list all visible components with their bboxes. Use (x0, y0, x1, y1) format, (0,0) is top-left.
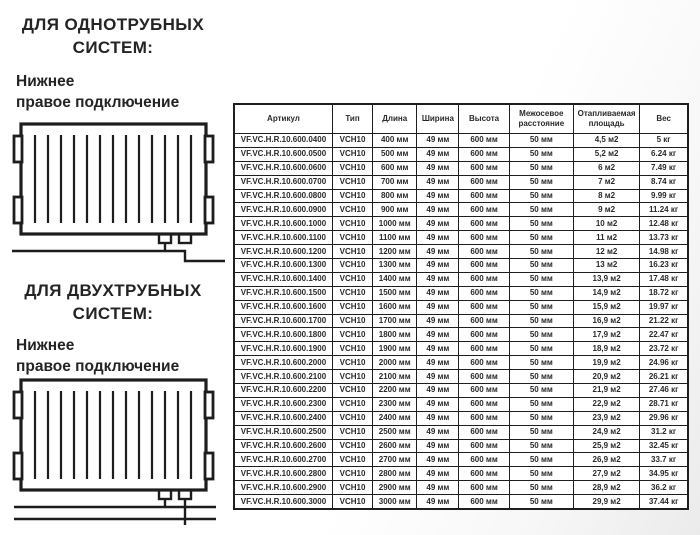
cell: 21.22 кг (640, 314, 688, 328)
cell: 50 мм (509, 342, 573, 356)
cell: 600 мм (459, 300, 509, 314)
cell: 600 мм (459, 272, 509, 286)
table-row (234, 203, 688, 217)
cell: 49 мм (417, 495, 459, 509)
cell: 600 мм (459, 439, 509, 453)
cell: 2800 мм (373, 467, 417, 481)
cell: 49 мм (417, 411, 459, 425)
column-header-1: Артикул (234, 104, 332, 134)
cell: 50 мм (509, 314, 573, 328)
cell: 26,9 м2 (573, 453, 639, 467)
cell: VF.VC.H.R.10.600.2900 (234, 481, 332, 495)
cell: 49 мм (417, 397, 459, 411)
cell: 49 мм (417, 328, 459, 342)
cell: 49 мм (417, 356, 459, 370)
cell: 50 мм (509, 161, 573, 175)
cell: 50 мм (509, 286, 573, 300)
cell: VCH10 (332, 147, 372, 161)
cell: VCH10 (332, 217, 372, 231)
cell: 19,9 м2 (573, 356, 639, 370)
cell: 36.2 кг (640, 481, 688, 495)
cell: VCH10 (332, 481, 372, 495)
cell: 50 мм (509, 272, 573, 286)
cell: VCH10 (332, 495, 372, 509)
cell: VF.VC.H.R.10.600.2700 (234, 453, 332, 467)
cell: 600 мм (459, 467, 509, 481)
cell: VCH10 (332, 189, 372, 203)
cell: 49 мм (417, 272, 459, 286)
cell: 2300 мм (373, 397, 417, 411)
cell: 49 мм (417, 439, 459, 453)
cell: 49 мм (417, 467, 459, 481)
cell: 7.49 кг (640, 161, 688, 175)
cell: VF.VC.H.R.10.600.0800 (234, 189, 332, 203)
cell: 16.23 кг (640, 259, 688, 273)
cell: 2900 мм (373, 481, 417, 495)
cell: 13 м2 (573, 259, 639, 273)
cell: 14,9 м2 (573, 286, 639, 300)
cell: 50 мм (509, 175, 573, 189)
cell: VCH10 (332, 411, 372, 425)
cell: 49 мм (417, 175, 459, 189)
table-row (234, 245, 688, 259)
cell: 600 мм (373, 161, 417, 175)
cell: 11 м2 (573, 231, 639, 245)
cell: 17.48 кг (640, 272, 688, 286)
cell: 37.44 кг (640, 495, 688, 509)
cell: 8 м2 (573, 189, 639, 203)
cell: 7 м2 (573, 175, 639, 189)
cell: 49 мм (417, 425, 459, 439)
cell: 2700 мм (373, 453, 417, 467)
cell: 50 мм (509, 439, 573, 453)
cell: 25,9 м2 (573, 439, 639, 453)
cell: 11.24 кг (640, 203, 688, 217)
cell: 13,9 м2 (573, 272, 639, 286)
cell: 50 мм (509, 397, 573, 411)
cell: VF.VC.H.R.10.600.1500 (234, 286, 332, 300)
cell: 24,9 м2 (573, 425, 639, 439)
cell: 600 мм (459, 411, 509, 425)
cell: VCH10 (332, 425, 372, 439)
cell: 49 мм (417, 314, 459, 328)
table-row (234, 495, 688, 509)
cell: 28.71 кг (640, 397, 688, 411)
cell: 50 мм (509, 259, 573, 273)
cell: 50 мм (509, 189, 573, 203)
cell: 50 мм (509, 300, 573, 314)
table-row (234, 231, 688, 245)
cell: 9 м2 (573, 203, 639, 217)
cell: 49 мм (417, 370, 459, 384)
cell: 49 мм (417, 453, 459, 467)
cell: 34.95 кг (640, 467, 688, 481)
cell: 1200 мм (373, 245, 417, 259)
cell: VF.VC.H.R.10.600.1200 (234, 245, 332, 259)
table-row (234, 286, 688, 300)
cell: VF.VC.H.R.10.600.1900 (234, 342, 332, 356)
cell: 1400 мм (373, 272, 417, 286)
cell: 26.21 кг (640, 370, 688, 384)
cell: 400 мм (373, 134, 417, 148)
cell: 600 мм (459, 328, 509, 342)
single-pipe-connection-label (16, 72, 231, 114)
cell: 900 мм (373, 203, 417, 217)
cell: 50 мм (509, 370, 573, 384)
cell: 600 мм (459, 217, 509, 231)
table-row (234, 481, 688, 495)
column-header-3: Длина (373, 104, 417, 134)
column-header-4: Ширина (417, 104, 459, 134)
cell: VF.VC.H.R.10.600.2200 (234, 384, 332, 398)
cell: 16,9 м2 (573, 314, 639, 328)
cell: 22.47 кг (640, 328, 688, 342)
table-row (234, 300, 688, 314)
cell: VF.VC.H.R.10.600.1300 (234, 259, 332, 273)
cell: 2000 мм (373, 356, 417, 370)
table-row (234, 411, 688, 425)
table-row (234, 189, 688, 203)
spec-table-area (233, 103, 690, 510)
radiator-diagram-two-pipe (10, 376, 228, 528)
connection-line-2: правое подключение (16, 357, 180, 375)
cell: VCH10 (332, 272, 372, 286)
table-header (234, 104, 688, 134)
cell: 50 мм (509, 231, 573, 245)
cell: 4,5 м2 (573, 134, 639, 148)
cell: 600 мм (459, 245, 509, 259)
cell: VF.VC.H.R.10.600.2600 (234, 439, 332, 453)
cell: VCH10 (332, 314, 372, 328)
cell: 50 мм (509, 217, 573, 231)
cell: VCH10 (332, 175, 372, 189)
cell: VF.VC.H.R.10.600.1000 (234, 217, 332, 231)
cell: VF.VC.H.R.10.600.2100 (234, 370, 332, 384)
cell: 600 мм (459, 425, 509, 439)
table-row (234, 217, 688, 231)
connection-line-1: Нижнее (16, 73, 75, 90)
cell: VF.VC.H.R.10.600.3000 (234, 495, 332, 509)
cell: 24.96 кг (640, 356, 688, 370)
header-row (234, 104, 688, 134)
table-row (234, 272, 688, 286)
table-body (234, 134, 688, 510)
cell: 29.96 кг (640, 411, 688, 425)
cell: 600 мм (459, 481, 509, 495)
single-pipe-heading (8, 14, 218, 60)
spec-table (233, 103, 689, 510)
cell: 49 мм (417, 147, 459, 161)
table-row (234, 439, 688, 453)
cell: 50 мм (509, 245, 573, 259)
cell: 2400 мм (373, 411, 417, 425)
cell: 50 мм (509, 384, 573, 398)
cell: VF.VC.H.R.10.600.2000 (234, 356, 332, 370)
cell: 50 мм (509, 425, 573, 439)
cell: 12.48 кг (640, 217, 688, 231)
table-row (234, 328, 688, 342)
cell: VCH10 (332, 259, 372, 273)
cell: 600 мм (459, 189, 509, 203)
cell: 49 мм (417, 300, 459, 314)
cell: 600 мм (459, 161, 509, 175)
cell: 600 мм (459, 286, 509, 300)
table-row (234, 453, 688, 467)
cell: VCH10 (332, 397, 372, 411)
cell: VF.VC.H.R.10.600.1100 (234, 231, 332, 245)
cell: VF.VC.H.R.10.600.0400 (234, 134, 332, 148)
cell: 32.45 кг (640, 439, 688, 453)
heading-line-2: СИСТЕМ: (72, 37, 154, 57)
cell: 2600 мм (373, 439, 417, 453)
table-row (234, 147, 688, 161)
cell: 600 мм (459, 147, 509, 161)
cell: 1100 мм (373, 231, 417, 245)
cell: 6.24 кг (640, 147, 688, 161)
cell: 3000 мм (373, 495, 417, 509)
cell: VCH10 (332, 370, 372, 384)
cell: 600 мм (459, 134, 509, 148)
cell: 1700 мм (373, 314, 417, 328)
cell: VF.VC.H.R.10.600.0600 (234, 161, 332, 175)
cell: 10 м2 (573, 217, 639, 231)
cell: 600 мм (459, 259, 509, 273)
cell: VCH10 (332, 439, 372, 453)
cell: 600 мм (459, 342, 509, 356)
cell: VF.VC.H.R.10.600.1800 (234, 328, 332, 342)
cell: 50 мм (509, 147, 573, 161)
table-row (234, 467, 688, 481)
cell: 50 мм (509, 453, 573, 467)
cell: 800 мм (373, 189, 417, 203)
table-row (234, 356, 688, 370)
cell: 50 мм (509, 411, 573, 425)
cell: VCH10 (332, 453, 372, 467)
column-header-6: Межосевое расстояние (509, 104, 573, 134)
cell: 50 мм (509, 328, 573, 342)
heading-line-1: ДЛЯ ОДНОТРУБНЫХ (21, 15, 205, 34)
cell: VCH10 (332, 161, 372, 175)
cell: VCH10 (332, 286, 372, 300)
cell: 23,9 м2 (573, 411, 639, 425)
cell: 20,9 м2 (573, 370, 639, 384)
cell: 1800 мм (373, 328, 417, 342)
cell: 49 мм (417, 481, 459, 495)
cell: VCH10 (332, 328, 372, 342)
table-row (234, 259, 688, 273)
cell: 6 м2 (573, 161, 639, 175)
cell: 600 мм (459, 231, 509, 245)
cell: 700 мм (373, 175, 417, 189)
cell: 31.2 кг (640, 425, 688, 439)
cell: 1600 мм (373, 300, 417, 314)
cell: 600 мм (459, 175, 509, 189)
cell: VCH10 (332, 300, 372, 314)
column-header-8: Вес (640, 104, 688, 134)
cell: 600 мм (459, 314, 509, 328)
table-row (234, 425, 688, 439)
cell: VF.VC.H.R.10.600.0900 (234, 203, 332, 217)
cell: 49 мм (417, 189, 459, 203)
cell: VF.VC.H.R.10.600.0700 (234, 175, 332, 189)
cell: 14.98 кг (640, 245, 688, 259)
table-row (234, 342, 688, 356)
cell: VCH10 (332, 384, 372, 398)
cell: 49 мм (417, 342, 459, 356)
cell: 28,9 м2 (573, 481, 639, 495)
cell: 49 мм (417, 161, 459, 175)
radiator-diagram-single-pipe (10, 120, 228, 268)
cell: 600 мм (459, 384, 509, 398)
cell: VF.VC.H.R.10.600.1400 (234, 272, 332, 286)
cell: 29,9 м2 (573, 495, 639, 509)
cell: VCH10 (332, 342, 372, 356)
cell: 49 мм (417, 384, 459, 398)
table-row (234, 384, 688, 398)
heading-line-2: СИСТЕМ: (72, 303, 154, 323)
cell: 50 мм (509, 203, 573, 217)
cell: 600 мм (459, 356, 509, 370)
cell: VF.VC.H.R.10.600.1600 (234, 300, 332, 314)
cell: 50 мм (509, 481, 573, 495)
cell: 600 мм (459, 203, 509, 217)
cell: 5,2 м2 (573, 147, 639, 161)
cell: 33.7 кг (640, 453, 688, 467)
cell: 49 мм (417, 203, 459, 217)
cell: VF.VC.H.R.10.600.2500 (234, 425, 332, 439)
cell: VCH10 (332, 231, 372, 245)
table-row (234, 314, 688, 328)
cell: VCH10 (332, 356, 372, 370)
cell: VF.VC.H.R.10.600.2400 (234, 411, 332, 425)
connection-line-1: Нижнее (16, 337, 75, 354)
cell: 8.74 кг (640, 175, 688, 189)
cell: 2500 мм (373, 425, 417, 439)
cell: 600 мм (459, 397, 509, 411)
cell: VF.VC.H.R.10.600.2800 (234, 467, 332, 481)
cell: 9.99 кг (640, 189, 688, 203)
cell: 21,9 м2 (573, 384, 639, 398)
cell: 18,9 м2 (573, 342, 639, 356)
cell: 13.73 кг (640, 231, 688, 245)
cell: 1000 мм (373, 217, 417, 231)
cell: 19.97 кг (640, 300, 688, 314)
table-row (234, 397, 688, 411)
cell: 18.72 кг (640, 286, 688, 300)
cell: 600 мм (459, 495, 509, 509)
cell: VF.VC.H.R.10.600.2300 (234, 397, 332, 411)
cell: 1900 мм (373, 342, 417, 356)
cell: 49 мм (417, 231, 459, 245)
cell: VCH10 (332, 245, 372, 259)
cell: 1300 мм (373, 259, 417, 273)
table-row (234, 134, 688, 148)
cell: 15,9 м2 (573, 300, 639, 314)
table-row (234, 175, 688, 189)
cell: VF.VC.H.R.10.600.1700 (234, 314, 332, 328)
cell: 49 мм (417, 134, 459, 148)
table-row (234, 161, 688, 175)
two-pipe-heading (8, 280, 218, 326)
connection-line-2: правое подключение (16, 93, 180, 111)
cell: VCH10 (332, 203, 372, 217)
cell: 600 мм (459, 453, 509, 467)
column-header-5: Высота (459, 104, 509, 134)
cell: 22,9 м2 (573, 397, 639, 411)
cell: 49 мм (417, 259, 459, 273)
cell: VF.VC.H.R.10.600.0500 (234, 147, 332, 161)
cell: 27.46 кг (640, 384, 688, 398)
cell: 50 мм (509, 134, 573, 148)
heading-line-1: ДЛЯ ДВУХТРУБНЫХ (24, 281, 202, 300)
cell: 2200 мм (373, 384, 417, 398)
two-pipe-connection-label (16, 336, 231, 378)
cell: 23.72 кг (640, 342, 688, 356)
cell: 17,9 м2 (573, 328, 639, 342)
cell: 1500 мм (373, 286, 417, 300)
cell: VCH10 (332, 467, 372, 481)
cell: 5 кг (640, 134, 688, 148)
cell: 600 мм (459, 370, 509, 384)
cell: 27,9 м2 (573, 467, 639, 481)
cell: 2100 мм (373, 370, 417, 384)
cell: 49 мм (417, 286, 459, 300)
cell: 50 мм (509, 495, 573, 509)
cell: 49 мм (417, 217, 459, 231)
cell: 50 мм (509, 467, 573, 481)
column-header-2: Тип (332, 104, 372, 134)
cell: 12 м2 (573, 245, 639, 259)
cell: VCH10 (332, 134, 372, 148)
column-header-7: Отапливаемая площадь (573, 104, 639, 134)
cell: 50 мм (509, 356, 573, 370)
table-row (234, 370, 688, 384)
cell: 49 мм (417, 245, 459, 259)
cell: 500 мм (373, 147, 417, 161)
